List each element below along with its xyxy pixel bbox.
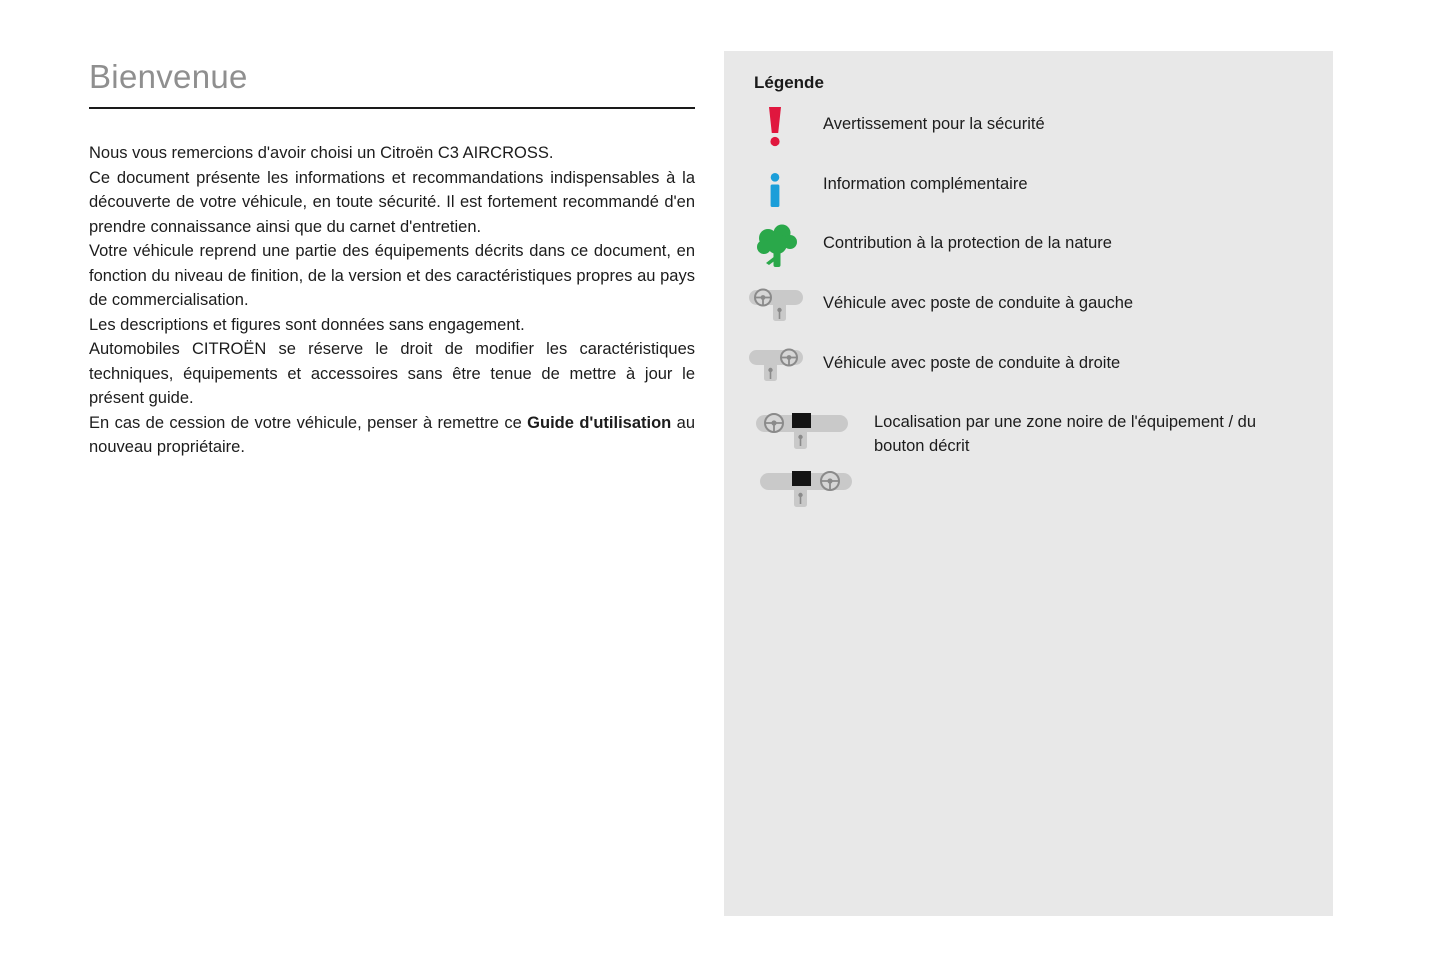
legend-panel (724, 51, 1333, 916)
legend-label: Localisation par une zone noire de l'équipement / du bouton décrit (874, 413, 1256, 455)
black-zone-location-left-icon (754, 407, 854, 462)
legend-label: Véhicule avec poste de conduite à gauche (823, 294, 1134, 312)
closing-text-suffix: au nouveau propriétaire. (89, 413, 695, 456)
left-hand-drive-icon (746, 287, 806, 332)
legend-label: Information complémentaire (823, 175, 1028, 193)
paragraph: Nous vous remercions d'avoir choisi un Citroën C3 AIRCROSS. (89, 144, 554, 162)
welcome-section (89, 58, 695, 460)
nature-tree-icon (754, 223, 800, 274)
warning-exclamation-icon (766, 107, 784, 152)
legend-label: Avertissement pour la sécurité (823, 115, 1045, 133)
legend-label: Contribution à la protection de la nature (823, 234, 1112, 252)
welcome-text (89, 141, 695, 460)
title-divider (89, 107, 695, 109)
guide-title-bold: Guide d'utilisation (527, 413, 672, 432)
paragraph: Votre véhicule reprend une partie des équipements décrits dans ce document, en fonction du niveau de finition, de la version et des caractéristiques propres au pays de commercialisation. (89, 242, 695, 309)
paragraph: Les descriptions et figures sont données sans engagement. (89, 315, 525, 334)
closing-text-prefix: En cas de cession de votre véhicule, penser à remettre ce (89, 413, 528, 432)
legend-heading: Légende (754, 73, 824, 92)
information-icon (768, 173, 782, 212)
paragraph: Ce document présente les informations et recommandations indispensables à la découverte de votre véhicule, en toute sécurité. Il est fortement recommandé d'en prendre connaissance ainsi que du carnet d'entretien. (89, 168, 695, 236)
right-hand-drive-icon (746, 347, 806, 392)
page-title: Bienvenue (89, 58, 248, 95)
paragraph (89, 411, 695, 460)
paragraph: Automobiles CITROËN se réserve le droit de modifier les caractéristiques techniques, équipements et accessoires sans être tenue de mettre à jour le présent guide. (89, 340, 695, 407)
legend-label: Véhicule avec poste de conduite à droite (823, 354, 1121, 372)
black-zone-location-right-icon (758, 465, 858, 520)
